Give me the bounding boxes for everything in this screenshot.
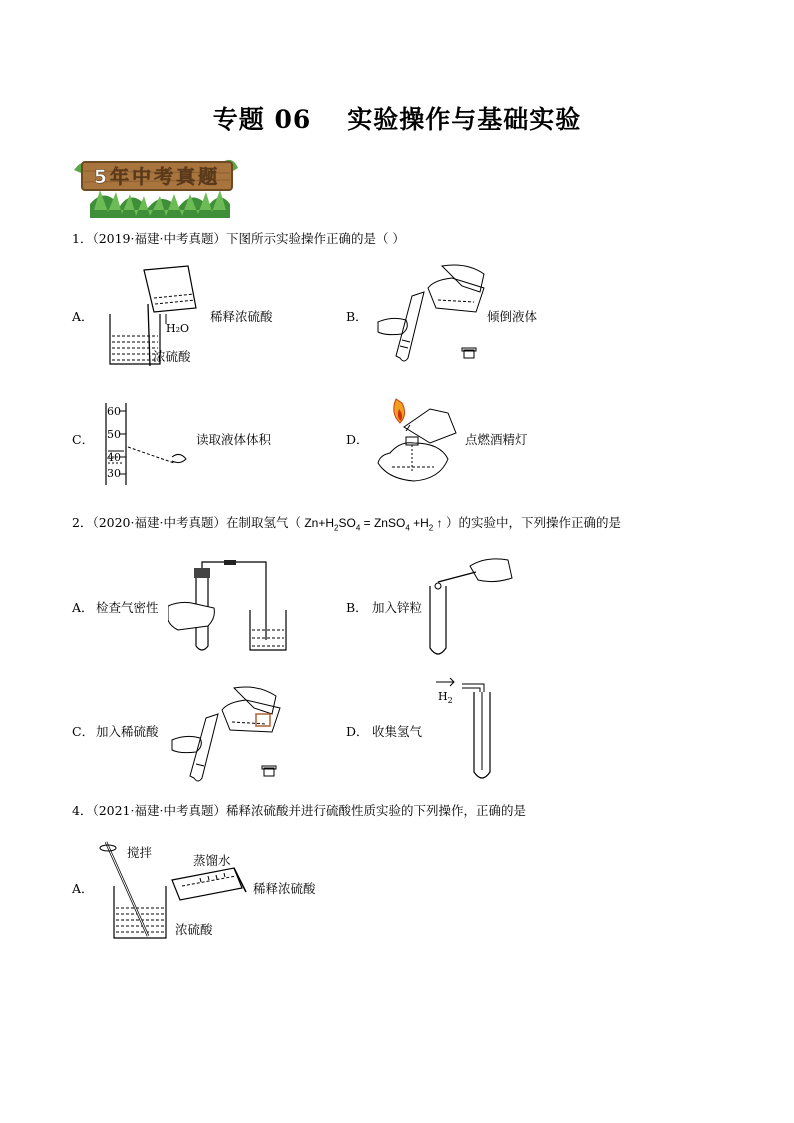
q2-c-caption: 加入稀硫酸 [96,724,159,739]
page-title [0,100,794,136]
q1-a-caption: 稀释浓硫酸 [210,309,273,324]
q1-c-tick-40: 40 [107,451,121,464]
badge-graphic [70,146,240,218]
question-1-stem: 1．（2019·福建·中考真题）下图所示实验操作正确的是（ ） [72,231,405,246]
formula-h2: H [420,516,429,530]
formula-plus-1: + [318,516,326,530]
q1-option-d-letter[interactable]: D． [346,432,369,447]
formula-sub-4: 4 [355,523,361,533]
title-number: 专题 06 [212,105,312,134]
q1-b-caption: 倾倒液体 [487,309,538,324]
question-2-stem [72,513,621,532]
q1-d-caption: 点燃酒精灯 [465,432,528,447]
title-text: 实验操作与基础实验 [347,105,582,134]
section-badge [70,146,240,218]
gas-symbol: H [438,690,448,703]
q1-c-tick-60: 60 [107,405,121,418]
q1-b-diagram [372,262,490,366]
q4-a-label-acid: 浓硫酸 [175,922,213,937]
q4-a-label-stir: 搅拌 [127,845,153,860]
formula-sub-4b: 4 [405,523,410,533]
question-4-stem: 4．（2021·福建·中考真题）稀释浓硫酸并进行硫酸性质实验的下列操作，正确的是 [72,803,526,818]
formula-zn: Zn [304,516,319,530]
q2-option-d-letter[interactable]: D． [346,724,369,739]
q2-b-diagram [424,556,516,660]
q2-a-caption: 检查气密性 [96,600,159,615]
q2-d-caption: 收集氢气 [372,724,423,739]
q4-option-a-letter[interactable]: A． [72,881,94,896]
q2-c-diagram [166,684,290,784]
q1-d-diagram [370,397,462,489]
formula-sub-2: 2 [334,523,339,533]
q1-option-a-letter[interactable]: A． [72,309,94,324]
formula-so: SO [338,516,356,530]
q2-b-caption: 加入锌粒 [372,600,423,615]
q1-c-tick-30: 30 [107,467,121,480]
q4-a-label-water: 蒸馏水 [193,853,231,868]
q1-c-tick-50: 50 [107,428,121,441]
q1-a-label-h2o: H₂O [166,322,190,335]
q2-option-c-letter[interactable]: C． [72,724,95,739]
q2-stem-pre: 2．（2020·福建·中考真题）在制取氢气（ [72,515,301,530]
q2-a-diagram [168,560,298,656]
formula-plus-2: + [413,516,421,530]
formula-sub-2b: 2 [428,523,434,533]
formula-znso: ZnSO [373,516,406,530]
q1-option-c-letter[interactable]: C． [72,432,95,447]
formula-h: H [325,516,335,530]
q2-stem-post: ）的实验中，下列操作正确的是 [445,515,621,530]
q1-c-caption: 读取液体体积 [196,432,272,447]
q1-a-label-acid: 浓硫酸 [153,349,191,364]
q2-d-gas-label [438,690,453,705]
q2-option-a-letter[interactable]: A． [72,600,94,615]
q1-option-b-letter[interactable]: B． [346,309,368,324]
q2-option-b-letter[interactable]: B． [346,600,368,615]
q4-a-caption: 稀释浓硫酸 [253,881,316,896]
formula-equals: = [363,516,371,530]
badge-text: 5年中考真题 [93,166,221,188]
gas-subscript: 2 [447,696,453,706]
q2-formula [301,516,446,533]
gas-arrow-icon: ↑ [436,516,443,530]
